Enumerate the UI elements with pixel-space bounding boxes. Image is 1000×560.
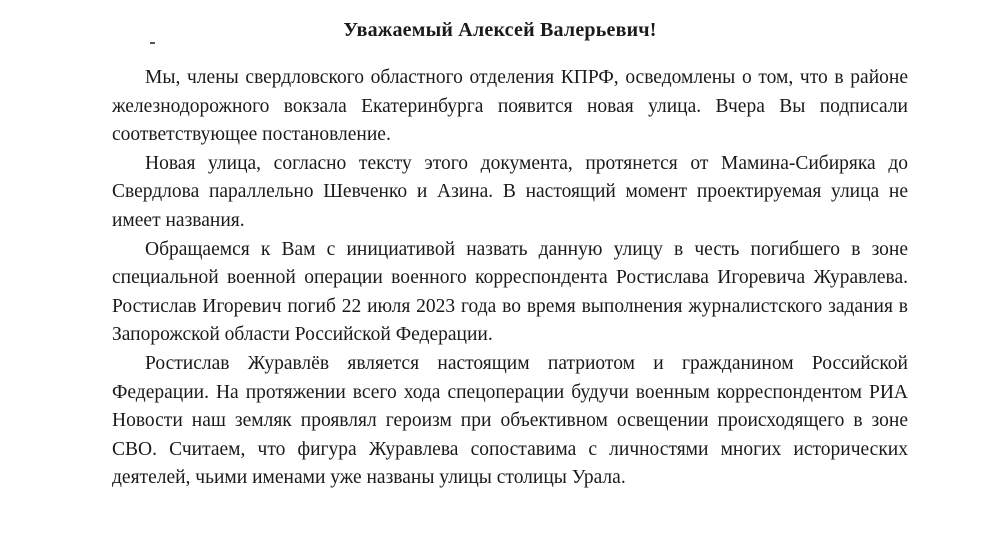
paragraph-3: Обращаемся к Вам с инициативой назвать данную улицу в честь погибшего в зоне специальной военной операции военного корреспондента Ростислава Игоревича Журавлева. Ростислав Игоревич погиб 22 июля 2023 года во время выполнения журналистского задания в Запорожской области Российской Федерации. (112, 238, 908, 346)
letter-salutation: Уважаемый Алексей Валерьевич! (343, 19, 657, 41)
scan-mark (150, 42, 155, 44)
paragraph-1: Мы, члены свердловского областного отделения КПРФ, осведомлены о том, что в районе железнодорожного вокзала Екатеринбурга появится новая улица. Вчера Вы подписали соответствующее постановление. (112, 67, 908, 146)
paragraph-4: Ростислав Журавлёв является настоящим патриотом и гражданином Российской Федерации. На протяжении всего хода спецоперации будучи военным корреспондентом РИА Новости наш земляк проявлял героизм при объективном освещении происходящего в зоне СВО. Считаем, что фигура Журавлева сопоставима с личностями многих исторических деятелей, чьими именами уже названы улицы столицы Урала. (112, 352, 908, 489)
paragraph-2: Новая улица, согласно тексту этого документа, протянется от Мамина-Сибиряка до Свердлова параллельно Шевченко и Азина. В настоящий момент проектируемая улица не имеет названия. (112, 152, 908, 231)
letter-body (112, 64, 908, 493)
